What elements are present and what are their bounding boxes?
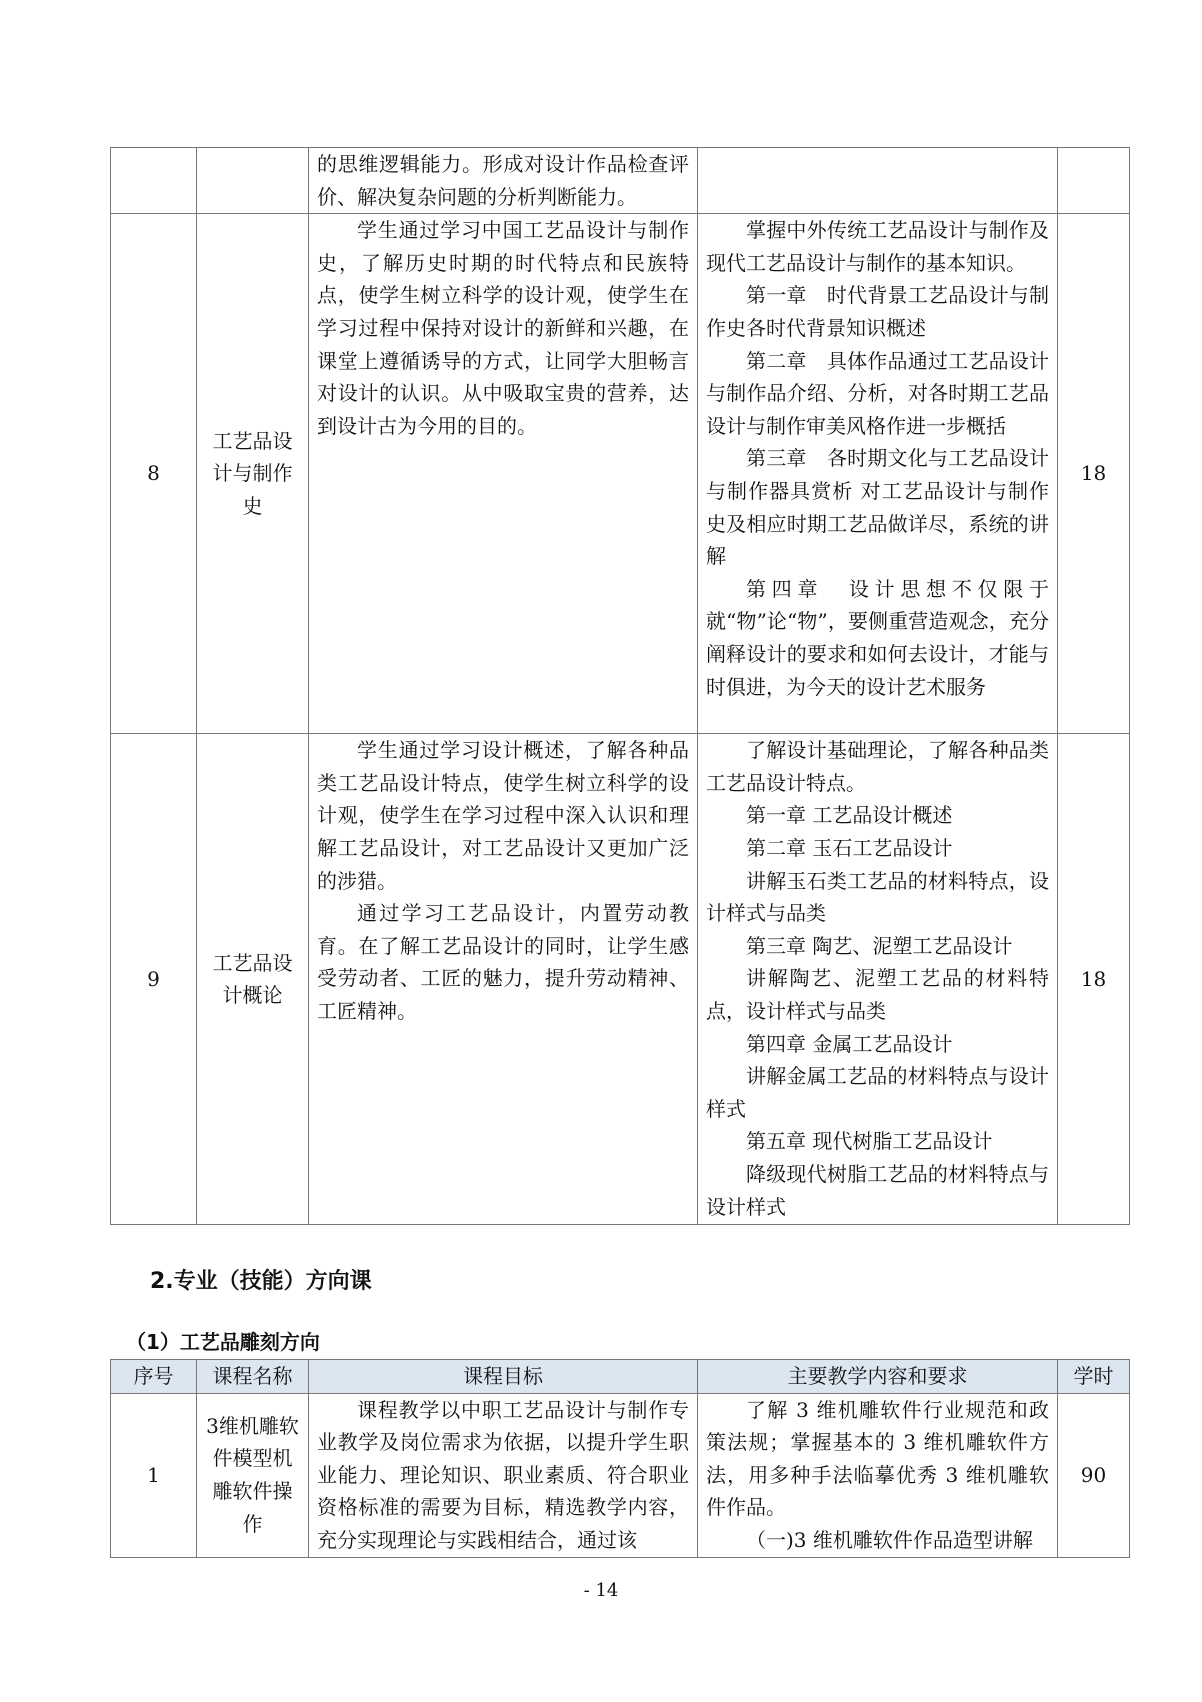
paragraph: 掌握中外传统工艺品设计与制作及现代工艺品设计与制作的基本知识。 — [706, 218, 1049, 275]
course-name: 工艺品设计概论 — [197, 734, 309, 1225]
course-objective — [309, 148, 698, 214]
header-hours: 学时 — [1058, 1360, 1130, 1394]
row-number: 9 — [111, 734, 197, 1225]
paragraph: （一)3 维机雕软件作品造型讲解 — [746, 1527, 1033, 1552]
row-number: 1 — [111, 1393, 197, 1557]
paragraph: 降级现代树脂工艺品的材料特点与设计样式 — [706, 1161, 1049, 1219]
course-name: 3维机雕软件模型机雕软件操作 — [197, 1393, 309, 1557]
section-heading: 2.专业（技能）方向课 — [150, 1269, 372, 1294]
paragraph: 学生通过学习中国工艺品设计与制作史，了解历史时期的时代特点和民族特点，使学生树立科学的设计观，使学生在学习过程中保持对设计的新鲜和兴趣，在课堂上遵循诱导的方式，让同学大胆畅言对设计的认识。从中吸取宝贵的营养，达到设计古为今用的目的。 — [317, 218, 689, 438]
course-name: 工艺品设计与制作史 — [197, 214, 309, 734]
table-row — [111, 214, 1130, 734]
hours: 90 — [1058, 1393, 1130, 1557]
course-objective — [309, 734, 698, 1225]
header-objective: 课程目标 — [309, 1360, 698, 1394]
paragraph: 的思维逻辑能力。形成对设计作品检查评价、解决复杂问题的分析判断能力。 — [317, 152, 689, 209]
paragraph: 第一章 工艺品设计概述 — [746, 803, 953, 828]
course-name — [197, 148, 309, 214]
course-content — [698, 214, 1058, 734]
paragraph: 讲解陶艺、泥塑工艺品的材料特点，设计样式与品类 — [706, 966, 1049, 1023]
table-header-row — [111, 1360, 1130, 1394]
table-row — [111, 734, 1130, 1225]
header-content: 主要教学内容和要求 — [698, 1360, 1058, 1394]
paragraph: 第二章 具体作品通过工艺品设计与制作品介绍、分析，对各时期工艺品设计与制作审美风格作进一步概括 — [706, 348, 1049, 438]
paragraph: 第二章 玉石工艺品设计 — [746, 835, 953, 860]
paragraph: 讲解玉石类工艺品的材料特点，设计样式与品类 — [706, 868, 1049, 926]
row-number — [111, 148, 197, 214]
paragraph: 第一章 时代背景工艺品设计与制作史各时代背景知识概述 — [706, 283, 1049, 340]
header-course-name: 课程名称 — [197, 1360, 309, 1394]
paragraph: 第五章 现代树脂工艺品设计 — [746, 1129, 993, 1154]
paragraph: 了解设计基础理论，了解各种品类工艺品设计特点。 — [706, 738, 1049, 795]
hours: 18 — [1058, 734, 1130, 1225]
paragraph: 了解 3 维机雕软件行业规范和政策法规；掌握基本的 3 维机雕软件方法，用多种手法临摹优秀 3 维机雕软件作品。 — [706, 1397, 1049, 1520]
table-row — [111, 148, 1130, 214]
header-number: 序号 — [111, 1360, 197, 1394]
paragraph: 第四章 设计思想不仅限于就“物”论“物”，要侧重营造观念，充分阐释设计的要求和如何去设计，才能与时俱进，为今天的设计艺术服务 — [706, 576, 1049, 699]
row-number: 8 — [111, 214, 197, 734]
paragraph: 第三章 陶艺、泥塑工艺品设计 — [746, 933, 1013, 958]
hours: 18 — [1058, 214, 1130, 734]
paragraph: 讲解金属工艺品的材料特点与设计样式 — [706, 1064, 1049, 1121]
paragraph: 第三章 各时期文化与工艺品设计与制作器具赏析 对工艺品设计与制作史及相应时期工艺品做详尽，系统的讲解 — [706, 446, 1049, 569]
subsection-heading: （1）工艺品雕刻方向 — [126, 1330, 320, 1354]
hours — [1058, 148, 1130, 214]
course-table-carving — [110, 1359, 1130, 1558]
course-objective — [309, 214, 698, 734]
course-content — [698, 148, 1058, 214]
paragraph: 课程教学以中职工艺品设计与制作专业教学及岗位需求为依据，以提升学生职业能力、理论知识、职业素质、符合职业资格标准的需要为目标，精选教学内容，充分实现理论与实践相结合，通过该 — [317, 1397, 689, 1552]
page-number: - 14 — [583, 1580, 619, 1601]
course-content — [698, 734, 1058, 1225]
paragraph: 学生通过学习设计概述，了解各种品类工艺品设计特点，使学生树立科学的设计观，使学生在学习过程中深入认识和理解工艺品设计，对工艺品设计又更加广泛的涉猎。 — [317, 738, 689, 893]
course-table-continued — [110, 147, 1130, 1225]
paragraph: 通过学习工艺品设计，内置劳动教育。在了解工艺品设计的同时，让学生感受劳动者、工匠的魅力，提升劳动精神、工匠精神。 — [317, 901, 689, 1023]
table-row — [111, 1393, 1130, 1557]
course-content — [698, 1393, 1058, 1557]
course-objective — [309, 1393, 698, 1557]
paragraph: 第四章 金属工艺品设计 — [746, 1031, 953, 1056]
